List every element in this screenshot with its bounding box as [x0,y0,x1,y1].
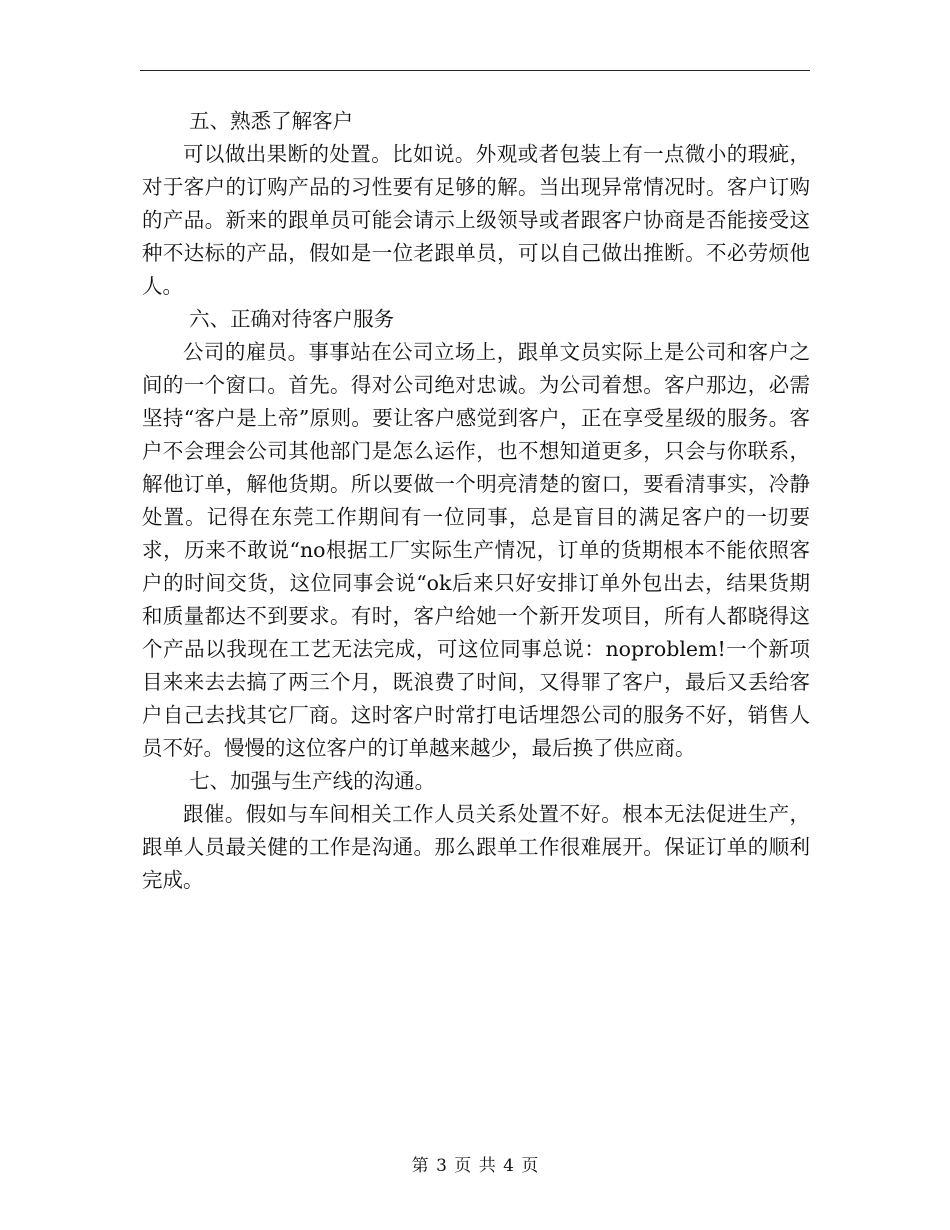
document-body [142,105,810,897]
header-rule [140,70,810,71]
section-paragraph-7: 跟催。假如与车间相关工作人员关系处置不好。根本无法促进生产，跟单人员最关健的工作是沟通。那么跟单工作很难展开。保证订单的顺利完成。 [142,802,810,892]
section-heading-6: 六、正确对待客户服务 [189,307,395,331]
section-heading-7: 七、加强与生产线的沟通。 [189,769,436,793]
section-paragraph-6: 公司的雇员。事事站在公司立场上，跟单文员实际上是公司和客户之间的一个窗口。首先。得对公司绝对忠诚。为公司着想。客户那边，必需坚持“客户是上帝”原则。要让客户感觉到客户，正在享受星级的服务。客户不会理会公司其他部门是怎么运作，也不想知道更多，只会与你联系，解他订单，解他货期。所以要做一个明亮清楚的窗口，要看清事实，冷静处置。记得在东莞工作期间有一位同事，总是盲目的满足客户的一切要求，历来不敢说“no根据工厂实际生产情况，订单的货期根本不能依照客户的时间交货，这位同事会说“ok后来只好安排订单外包出去，结果货期和质量都达不到要求。有时，客户给她一个新开发项目，所有人都晓得这个产品以我现在工艺无法完成，可这位同事总说：noproblem!一个新项目来来去去搞了两三个月，既浪费了时间，又得罪了客户，最后又丢给客户自己去找其它厂商。这时客户时常打电话埋怨公司的服务不好，销售人员不好。慢慢的这位客户的订单越来越少，最后换了供应商。 [142,340,810,760]
page-number-footer: 第 3 页 共 4 页 [411,1156,539,1176]
section-heading-5: 五、熟悉了解客户 [189,109,354,133]
section-paragraph-5: 可以做出果断的处置。比如说。外观或者包装上有一点微小的瑕疵，对于客户的订购产品的习性要有足够的解。当出现异常情况时。客户订购的产品。新来的跟单员可能会请示上级领导或者跟客户协商是否能接受这种不达标的产品，假如是一位老跟单员，可以自己做出推断。不必劳烦他人。 [142,142,810,298]
